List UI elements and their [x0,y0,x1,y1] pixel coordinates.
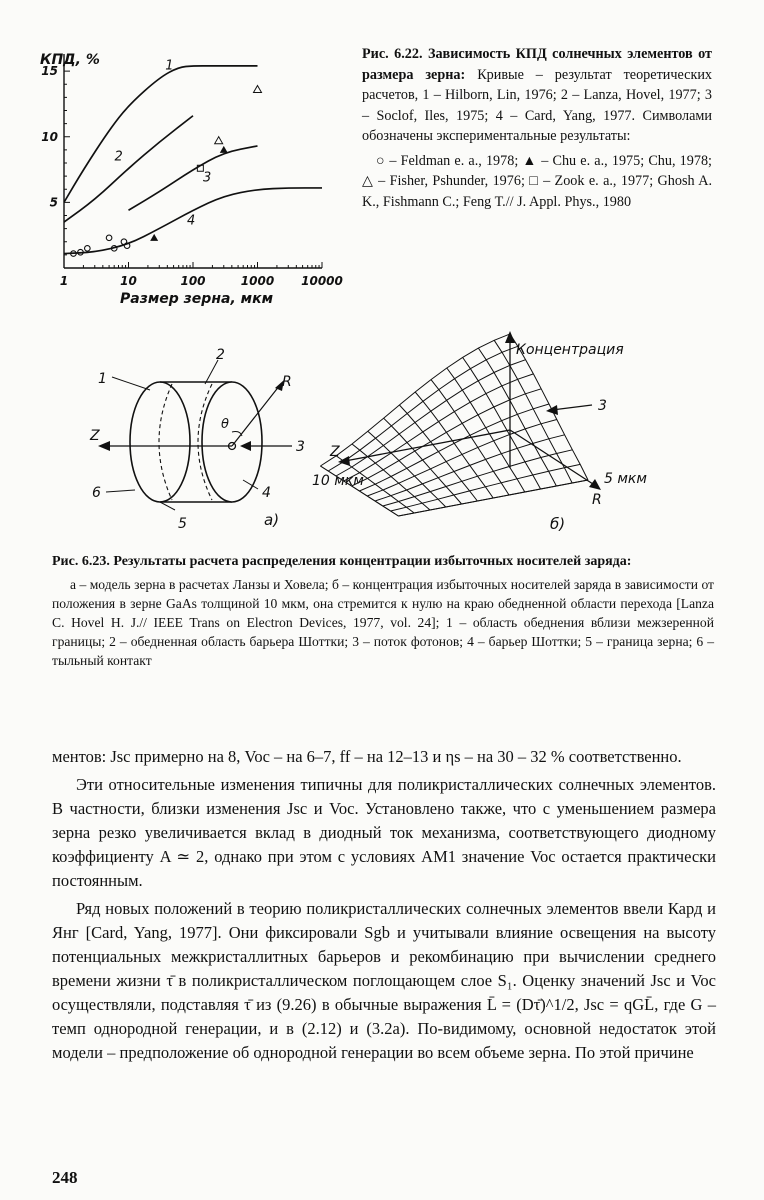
x-tick-label: 100 [180,274,206,288]
y-tick-label: 10 [41,129,58,144]
z-label: Z [90,428,100,444]
series-label-3: 3 [203,170,212,186]
y-tick-label: 15 [41,64,58,79]
x-tick-label: 1 [59,274,69,288]
y-axis-label: КПД, % [40,52,100,68]
mesh-line-r [478,348,556,486]
mesh-line-z [391,464,581,511]
series-label-4: 4 [187,213,196,229]
series-label-2: 2 [114,149,123,165]
theta-label: θ [221,417,229,432]
caption-legend: а – модель зерна в расчетах Ланзы и Ховела; б – концентрация избыточных носителей заряда в зависимости от положения в зерне GaAs толщиной 10 мкм, она стремится к нулю на краю обедненной области перехода [Lanza C. Hovel H. J.// IEEE Trans on Electron Devices, 1977, vol. 24]; 1 – область обеднения вблизи межзеренной границы; 2 – обедненная область барьера Шоттки; 3 – поток фотонов; 4 – барьер Шоттки; 5 – граница зерна; 6 – тыльный контакт [52,577,714,668]
panel-b-label: б) [550,515,566,533]
label-6: 6 [92,485,101,501]
concentration-label: Концентрация [516,342,624,358]
body-text [52,745,716,1069]
photon-arrow-b-head [546,405,558,415]
label-1: 1 [98,371,107,387]
x-tick-label: 10000 [301,274,343,288]
paragraph-3: Ряд новых положений в теорию поликристаллических солнечных элементов ввели Кард и Янг [Card, Yang, 1977]. Они фиксировали Sgb и учитывали влияние освещения на высоту потенциальных межкристаллитных барьеров и рекомбинацию при вычислении среднего времени жизни τ̄ в поликристаллическом поглощающем слое S₁. Оценку значений Jsc и Voc осуществляли, подставляя τ̄ из (9.26) в обычные выражения L̄ = (Dτ̄)^1/2, Jsc = qGL̄, где G – темп однородной генерации, и в (2.12) и (3.2а). По-видимому, основной недостаток этой модели – предположение об однородной генерации во всем объеме зерна. По этой причине [52,899,716,1062]
label-5: 5 [178,516,187,532]
page-number: 248 [52,1168,78,1187]
series-label-1: 1 [165,58,174,74]
label-2: 2 [216,347,225,363]
panel-a-label: а) [264,511,280,529]
label-3-b: 3 [598,398,607,414]
caption-body: Кривые – результат теоретических расчетов, 1 – Hilborn, Lin, 1976; 2 – Lanza, Hovel, 1977; 3 – Soclof, Iles, 1975; 4 – Card, Yang, 1977. Символами обозначены экспериментальные результаты: [362,66,713,144]
caption-title: Рис. 6.23. Результаты расчета распределения концентрации избыточных носителей заряда: [52,554,632,569]
figure-6-22-caption [362,44,712,212]
five-micron-label: 5 мкм [604,471,647,487]
paragraph-2: Эти относительные изменения типичны для поликристаллических солнечных элементов. В частности, близки изменения Jsc и Voc. Установлено также, что с уменьшением размера зерна резко увеличивается вклад в диодный ток механизма, соответствующего диодному коэффициенту A ≃ 2, однако при этом с условиях AM1 значение Voc остается практически постоянным. [52,775,716,890]
label-3: 3 [296,439,305,455]
caption-symbols: ○ – Feldman e. a., 1978; ▲ – Chu e. a., 1975; Chu, 1978; △ – Fisher, Pshunder, 1976; □ – Zook e. a., 1977; Ghosh A. K., Fishmann C.; Feng T.// J. Appl. Phys., 1980 [362,152,712,210]
figure-6-23-caption [52,552,714,670]
z-axis-b [345,430,510,461]
ten-micron-label: 10 мкм [312,473,364,489]
caption-label: Рис. 6.22. [362,46,423,62]
paragraph-1: ментов: Jsc примерно на 8, Voc – на 6–7, ff – на 12–13 и ηs – на 30 – 32 % соответственно. [52,747,682,766]
caption-title: Зависимость КПД солнечных элементов от размера зерна: [362,46,713,83]
r-axis-b-arrow [589,479,601,490]
x-axis-label: Размер зерна, мкм [120,291,274,307]
x-tick-label: 10 [120,274,137,288]
z-label-b: Z [330,444,340,460]
label-4: 4 [262,485,271,501]
x-tick-label: 1000 [240,274,275,288]
y-tick-label: 5 [49,195,58,210]
concentration-axis-arrow [505,331,515,343]
photon-arrow-b [552,405,592,410]
r-label: R [282,374,292,390]
r-label-b: R [592,492,602,508]
